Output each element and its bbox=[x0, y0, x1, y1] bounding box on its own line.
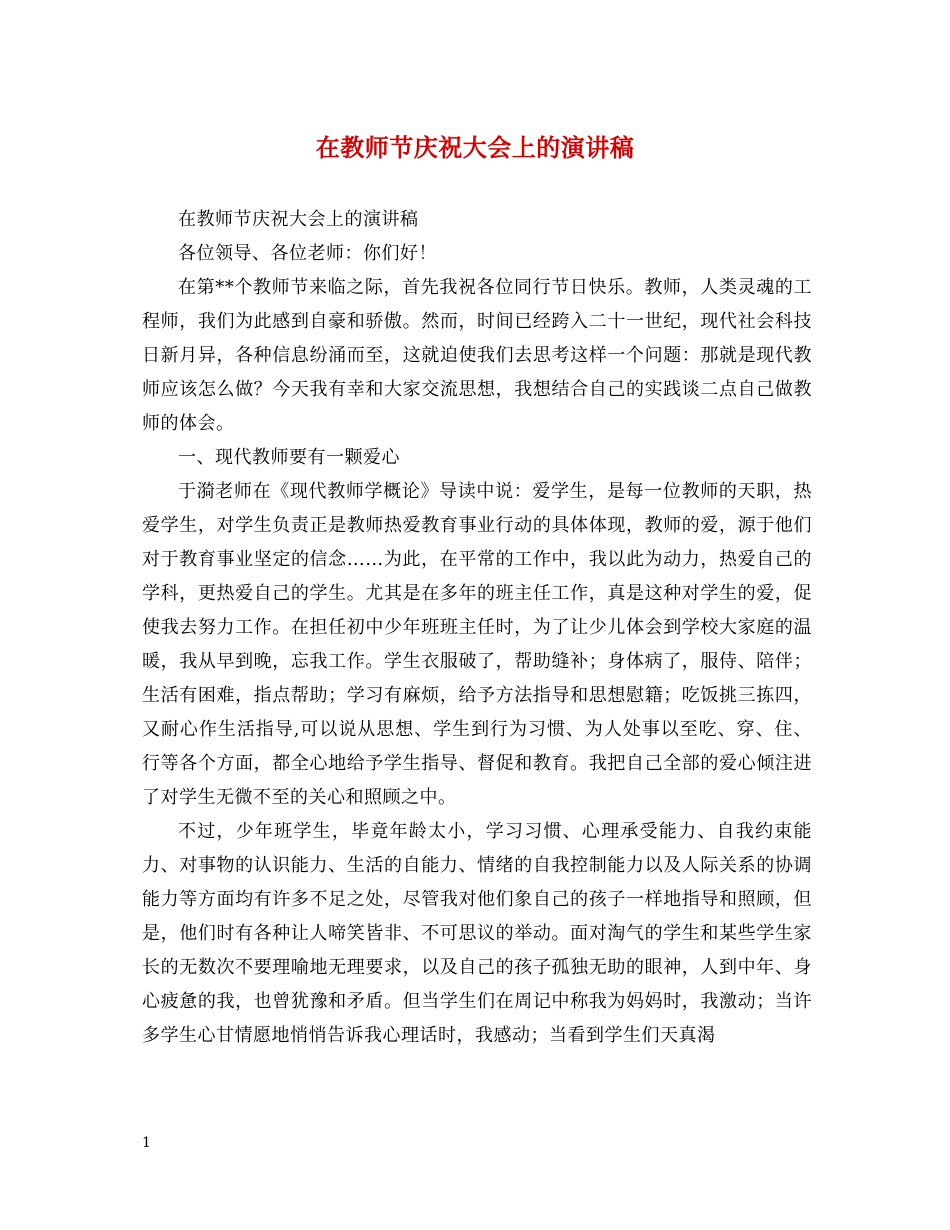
paragraph-challenges: 不过，少年班学生，毕竟年龄太小，学习习惯、心理承受能力、自我约束能力、对事物的认识能力、生活的自能力、情绪的自我控制能力以及人际关系的协调能力等方面均有许多不足之处，尽管我对他们象自己的孩子一样地指导和照顾，但是，他们时有各种让人啼笑皆非、不可思议的举动。面对淘气的学生和某些学生家长的无数次不要理喻地无理要求，以及自己的孩子孤独无助的眼神，人到中年、身心疲惫的我，也曾犹豫和矛盾。但当学生们在周记中称我为妈妈时，我激动；当许多学生心甘情愿地悄悄告诉我心理话时，我感动；当看到学生们天真渴 bbox=[142, 821, 812, 1046]
paragraph-teacher-love: 于漪老师在《现代教师学概论》导读中说：爱学生，是每一位教师的天职，热爱学生，对学生负责正是教师热爱教育事业行动的具体体现，教师的爱，源于他们对于教育事业坚定的信念……为此，在平常的工作中，我以此为动力，热爱自己的学科，更热爱自己的学生。尤其是在多年的班主任工作，真是这种对学生的爱，促使我去努力工作。在担任初中少年班班主任时，为了让少儿体会到学校大家庭的温暖，我从早到晚，忘我工作。学生衣服破了，帮助缝补；身体病了，服侍、陪伴；生活有困难，指点帮助；学习有麻烦，给予方法指导和思想慰籍；吃饭挑三拣四，又耐心作生活指导,可以说从思想、学生到行为习惯、为人处事以至吃、穿、住、行等各个方面，都全心地给予学生指导、督促和教育。我把自己全部的爱心倾注进了对学生无微不至的关心和照顾之中。 bbox=[142, 481, 812, 808]
paragraph-intro: 在第**个教师节来临之际，首先我祝各位同行节日快乐。教师，人类灵魂的工程师，我们为此感到自豪和骄傲。然而，时间已经跨入二十一世纪，现代社会科技日新月异，各种信息纷涌而至，这就迫使我们去思考这样一个问题：那就是现代教师应该怎么做？今天我有幸和大家交流思想，我想结合自己的实践谈二点自己做教师的体会。 bbox=[142, 277, 812, 434]
document-title: 在教师节庆祝大会上的演讲稿 bbox=[315, 133, 635, 162]
page-number: 1 bbox=[142, 1135, 151, 1151]
paragraph-greeting: 各位领导、各位老师：你们好！ bbox=[178, 243, 437, 264]
paragraph-heading-repeat: 在教师节庆祝大会上的演讲稿 bbox=[178, 209, 419, 230]
section-heading-love: 一、现代教师要有一颗爱心 bbox=[178, 447, 400, 468]
document-body bbox=[142, 203, 812, 1053]
